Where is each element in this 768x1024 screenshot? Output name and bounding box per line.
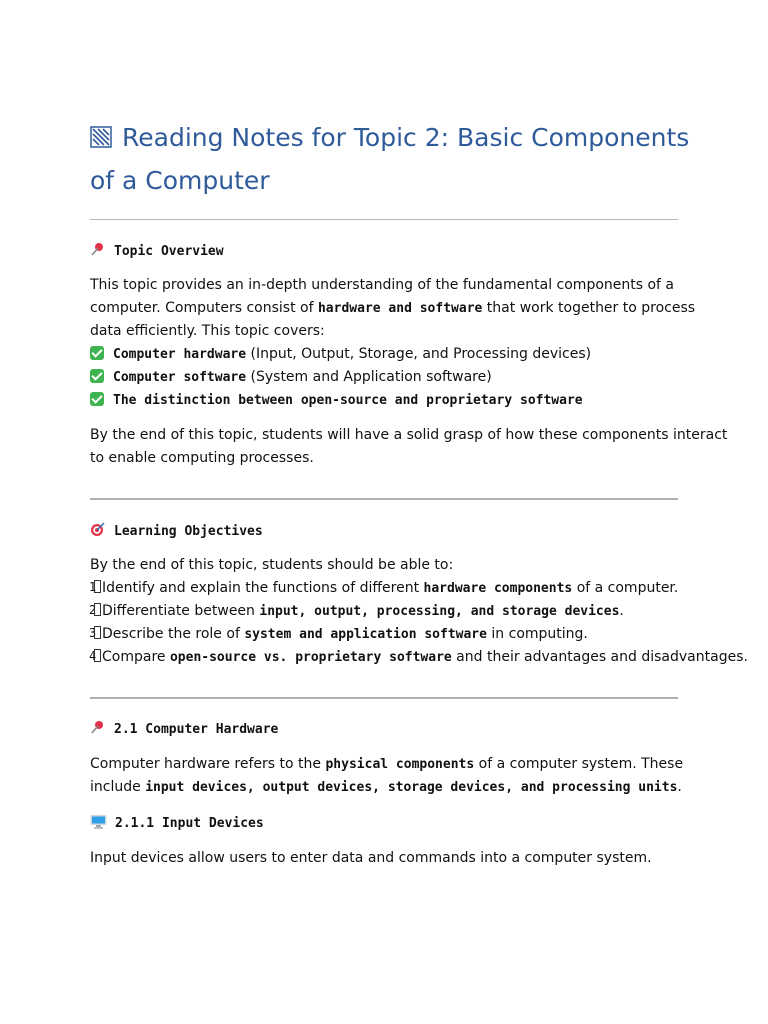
list-item: 3 Describe the role of system and application software in computing. — [89, 626, 588, 642]
target-icon — [90, 521, 106, 541]
pushpin-icon — [90, 241, 106, 261]
section-heading-overview: Topic Overview — [90, 241, 224, 261]
list-item: 1 Identify and explain the functions of different hardware components of a computer. — [89, 580, 679, 596]
overview-closing: By the end of this topic, students will have a solid grasp of how these components interact to enable computing processes. — [90, 427, 728, 466]
objectives-list: By the end of this topic, students should be able to: 1 Identify and explain the functions of different hardware components of a computer. 2 Differentiate between input, output, processing, and storage devices. 3 Describe the role of system and application software in computing. 4 Compare open-source vs. proprietary software and their advantages and disadvantages. — [90, 554, 690, 669]
subsection-heading-input-devices: 2.1.1 Input Devices — [90, 814, 264, 834]
title-line2: of a Computer — [90, 166, 270, 195]
title-line1: Reading Notes for Topic 2: Basic Components — [122, 123, 690, 152]
divider — [90, 498, 678, 500]
list-item: 4 Compare open-source vs. proprietary software and their advantages and disadvantages. — [89, 649, 748, 665]
checkmark-icon — [90, 346, 104, 360]
divider — [90, 697, 678, 699]
list-item: 2 Differentiate between input, output, processing, and storage devices. — [89, 603, 624, 619]
section-heading-objectives: Learning Objectives — [90, 521, 263, 541]
notebook-icon — [90, 126, 112, 148]
list-item: Computer software (System and Application software) — [90, 366, 690, 389]
list-item: The distinction between open-source and proprietary software — [90, 389, 690, 412]
input-devices-paragraph: Input devices allow users to enter data and commands into a computer system. — [90, 850, 652, 866]
hardware-paragraph: Computer hardware refers to the physical components of a computer system. These include input devices, output devices, storage devices, and processing units. — [90, 756, 684, 795]
list-item: Computer hardware (Input, Output, Storage, and Processing devices) — [90, 343, 690, 366]
overview-paragraph: This topic provides an in-depth understanding of the fundamental components of a computer. Computers consist of hardware and software that work together to process data efficiently. This topic covers: Computer hardware (Input, Output, Storage, and Processing devices) Computer software (System and Application software) The distinction between open-source and proprietary software — [90, 274, 690, 412]
divider — [90, 219, 678, 220]
section-heading-hardware: 2.1 Computer Hardware — [90, 719, 278, 739]
checkmark-icon — [90, 392, 104, 406]
desktop-computer-icon — [90, 814, 107, 834]
keycap-number-icon: 2 — [90, 603, 102, 617]
keycap-number-icon: 4 — [90, 649, 102, 663]
keycap-number-icon: 3 — [90, 626, 102, 640]
page-title — [90, 116, 690, 202]
pushpin-icon — [90, 719, 106, 739]
checkmark-icon — [90, 369, 104, 383]
keycap-number-icon: 1 — [90, 580, 102, 594]
